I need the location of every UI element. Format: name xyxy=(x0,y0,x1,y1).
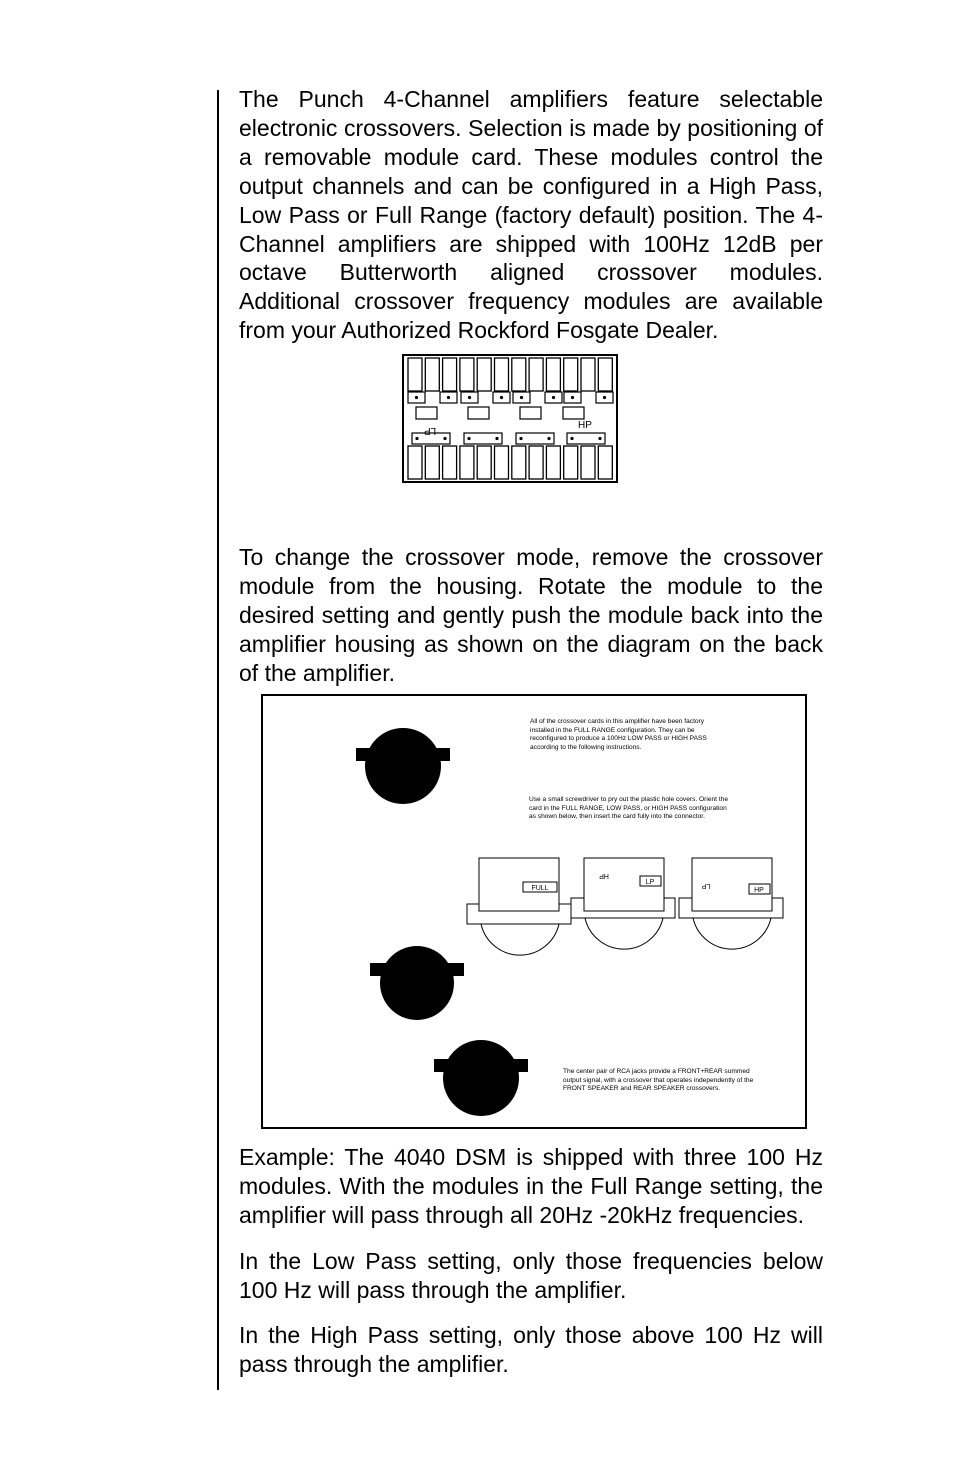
pin-top xyxy=(408,358,422,391)
lp-label: LP xyxy=(423,425,437,436)
pin-top xyxy=(546,358,560,391)
back-panel-drawing xyxy=(263,696,805,1127)
pin-top xyxy=(425,358,439,391)
pin-top xyxy=(443,358,457,391)
pin-bottom xyxy=(598,446,612,479)
pin-bottom xyxy=(425,446,439,479)
rca-jack-middle xyxy=(370,946,464,1020)
rca-note: The center pair of RCA jacks provide a FRONT+REAR summed output signal, with a crossover that operates independently of the FRONT SPEAKER and REAR SPEAKER crossovers. xyxy=(563,1068,754,1093)
rca-jack-bottom xyxy=(434,1040,528,1116)
pin-bottom xyxy=(443,446,457,479)
amplifier-back-panel-diagram xyxy=(261,694,807,1129)
rca-jack-top xyxy=(356,728,450,804)
pin-top xyxy=(495,358,509,391)
pin-bottom xyxy=(460,446,474,479)
intro-paragraph: The Punch 4-Channel amplifiers feature selectable electronic crossovers. Selection is made by positioning of a removable module card. These modules control the output channels and can be configured in a High Pass, Low Pass or Full Range (factory default) position. The 4-Channel amplifiers are shipped with 100Hz 12dB per octave Butterworth aligned crossover modules. Additional crossover frequency modules are available from your Authorized Rockford Fosgate Dealer. xyxy=(239,86,823,344)
card-full-label: FULL xyxy=(531,885,549,892)
factory-note: All of the crossover cards in this amplifier have been factory installed in the FULL RANGE configuration. They can be reconfigured to produce a 100Hz LOW PASS or HIGH PASS according to the following instructions. xyxy=(530,718,707,751)
pin-bottom xyxy=(495,446,509,479)
example-paragraph: Example: The 4040 DSM is shipped with three 100 Hz modules. With the modules in the Full Range setting, the amplifier will pass through all 20Hz -20kHz frequencies. xyxy=(239,1144,823,1228)
pin-bottom xyxy=(408,446,422,479)
instructions-note: Use a small screwdriver to pry out the plastic hole covers. Orient the card in the FULL RANGE, LOW PASS, or HIGH PASS configuration as shown below, then insert the card fully into the connector. xyxy=(529,796,728,821)
pin-bottom xyxy=(529,446,543,479)
pin-top xyxy=(512,358,526,391)
hp-label: HP xyxy=(578,420,592,431)
pin-bottom xyxy=(546,446,560,479)
pin-bottom xyxy=(477,446,491,479)
high-pass-paragraph: In the High Pass setting, only those above 100 Hz will pass through the amplifier. xyxy=(239,1322,823,1377)
card-high-pass xyxy=(679,858,783,949)
pin-top xyxy=(460,358,474,391)
pin-bottom xyxy=(581,446,595,479)
card-full-range xyxy=(467,858,571,955)
pin-top xyxy=(477,358,491,391)
card-lp-label: LP xyxy=(645,879,655,886)
pin-bottom xyxy=(512,446,526,479)
pin-top xyxy=(581,358,595,391)
card-hp-lp-inverted-label: LP xyxy=(701,882,711,889)
change-mode-paragraph: To change the crossover mode, remove the crossover module from the housing. Rotate the module to the desired setting and gently push the module back into the amplifier housing as shown on the diagram on the back of the amplifier. xyxy=(239,544,823,686)
margin-rule xyxy=(217,90,219,1390)
pin-top xyxy=(529,358,543,391)
pin-top xyxy=(564,358,578,391)
card-hp-label: HP xyxy=(754,887,764,894)
pin-bottom xyxy=(564,446,578,479)
card-lp-hp-inverted-label: HP xyxy=(599,872,609,879)
pin-top xyxy=(598,358,612,391)
card-low-pass xyxy=(571,858,675,949)
low-pass-paragraph: In the Low Pass setting, only those frequencies below 100 Hz will pass through the amplifier. xyxy=(239,1248,823,1303)
crossover-module-diagram xyxy=(402,354,618,483)
